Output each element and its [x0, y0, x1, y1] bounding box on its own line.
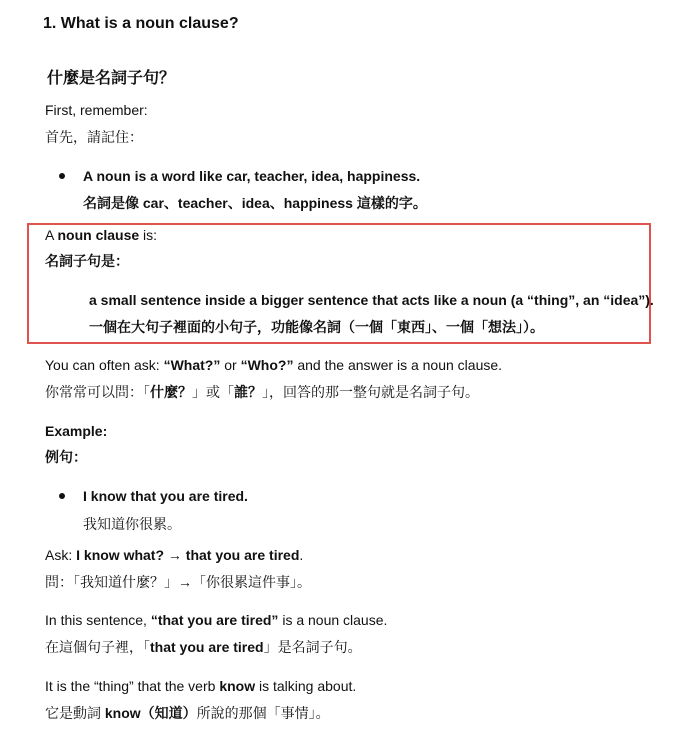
sentence-note-suffix: is a noun clause.	[278, 612, 388, 628]
noun-definition-zh: 名詞是像 car、teacher、idea、happiness 這樣的字。	[83, 195, 427, 211]
ask-tip-zh	[45, 382, 479, 402]
intro-zh: 首先，請記住：	[45, 129, 143, 145]
sentence-note-prefix: In this sentence,	[45, 612, 151, 628]
thing-note-zh-suffix: 所說的那個「事情」。	[196, 705, 330, 721]
clause-detail-en: a small sentence inside a bigger sentence that acts like a noun (a “thing”, an “idea”).	[89, 292, 654, 308]
sentence-note-clause: “that you are tired”	[150, 612, 279, 628]
ask-tip-zh-mid: 」或「	[192, 384, 234, 400]
clause-definition-zh: 名詞子句是：	[45, 253, 129, 269]
clause-detail-zh: 一個在大句子裡面的小句子，功能像名詞（一個「東西」、一個「想法」）。	[89, 319, 544, 335]
clause-def-suffix: is:	[139, 227, 158, 243]
thing-note-zh-verb: know（知道）	[104, 705, 197, 721]
ask-tip-zh-suffix: 」，回答的那一整句就是名詞子句。	[262, 384, 479, 400]
ask-line-en	[45, 547, 303, 563]
example-sentence-en: I know that you are tired.	[83, 488, 248, 504]
sentence-note-zh-clause: that you are tired	[150, 639, 264, 655]
thing-note-zh	[45, 703, 330, 723]
thing-note-prefix: It is the “thing” that the verb	[45, 678, 220, 694]
ask-line-question: I know what?	[76, 547, 165, 563]
example-label-zh: 例句：	[45, 449, 87, 465]
example-sentence-zh: 我知道你很累。	[83, 516, 181, 532]
noun-definition-en: A noun is a word like car, teacher, idea, happiness.	[83, 168, 421, 184]
ask-tip-suffix: and the answer is a noun clause.	[293, 357, 503, 373]
thing-note-verb: know	[219, 678, 256, 694]
example-label-en: Example:	[45, 423, 108, 439]
ask-line-prefix: Ask:	[45, 547, 77, 563]
ask-tip-zh-prefix: 你常常可以問：「	[45, 384, 150, 400]
ask-tip-en	[45, 357, 502, 373]
bullet-dot	[59, 173, 65, 179]
ask-tip-what: “What?”	[163, 357, 221, 373]
thing-note-zh-prefix: 它是動詞	[45, 705, 105, 721]
thing-note-suffix: is talking about.	[255, 678, 357, 694]
ask-tip-who: “Who?”	[240, 357, 294, 373]
clause-definition-en	[45, 227, 157, 243]
arrow-icon: →	[164, 547, 186, 563]
sentence-note-en	[45, 612, 387, 628]
ask-line-answer: that you are tired	[185, 547, 300, 563]
clause-def-prefix: A	[45, 227, 58, 243]
clause-def-term: noun clause	[57, 227, 140, 243]
ask-tip-prefix: You can often ask:	[45, 357, 164, 373]
thing-note-en	[45, 678, 356, 694]
sentence-note-zh-prefix: 在這個句子裡，「	[45, 639, 150, 655]
sentence-note-zh	[45, 637, 362, 657]
ask-tip-zh-who: 誰？	[234, 384, 262, 400]
ask-line-zh: 問：「我知道什麼？」→「你很累這件事」。	[45, 574, 311, 590]
page-title: 1. What is a noun clause?	[43, 15, 239, 32]
intro-en: First, remember:	[45, 102, 148, 118]
ask-line-end: .	[299, 547, 304, 563]
ask-tip-zh-what: 什麼？	[150, 384, 192, 400]
page-title-zh: 什麼是名詞子句？	[47, 70, 176, 87]
sentence-note-zh-suffix: 」是名詞子句。	[263, 639, 362, 655]
bullet-dot	[59, 493, 65, 499]
ask-tip-or: or	[220, 357, 241, 373]
